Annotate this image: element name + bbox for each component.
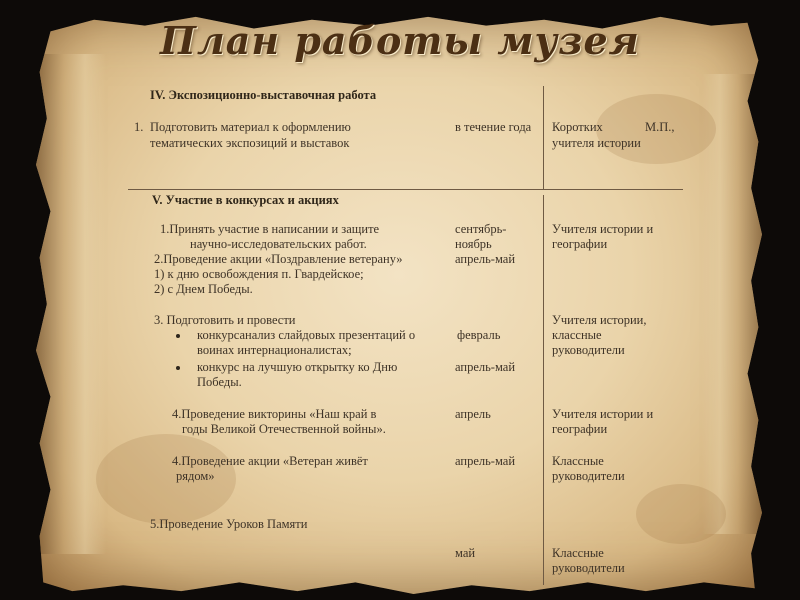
task-text: тематических экспозиций и выставок: [150, 136, 350, 150]
responsible-text: Классные: [552, 454, 604, 468]
term-text: апрель-май: [455, 252, 516, 266]
task-text: конкурсанализ слайдовых презентаций о: [197, 328, 416, 342]
row-number: 1.: [134, 120, 144, 134]
task-text: 4.Проведение викторины «Наш край в: [172, 407, 377, 421]
task-text: 1.Принять участие в написании и защите: [160, 222, 380, 236]
parchment-stain: [636, 484, 726, 544]
term-text: апрель: [455, 407, 491, 421]
task-text: 2.Проведение акции «Поздравление ветерану»: [154, 252, 403, 266]
task-text: воинах интернационалистах;: [197, 343, 352, 357]
task-text: Подготовить материал к оформлению: [150, 120, 351, 134]
bullet-icon: [176, 334, 180, 338]
responsible-text: руководители: [552, 469, 625, 483]
task-text: научно-исследовательских работ.: [190, 237, 367, 251]
term-text: февраль: [457, 328, 501, 342]
responsible-text: классные: [552, 328, 602, 342]
table-row-divider: [128, 189, 683, 190]
page-title: План работы музея: [160, 18, 640, 63]
responsible-text: Классные: [552, 546, 604, 560]
parchment-background: [36, 14, 762, 594]
task-text: годы Великой Отечественной войны».: [182, 422, 386, 436]
table-column-divider: [543, 86, 544, 190]
responsible-text: руководители: [552, 561, 625, 575]
term-text: в течение года: [455, 120, 532, 134]
term-text: апрель-май: [455, 454, 516, 468]
responsible-text: Коротких: [552, 120, 603, 134]
table-column-divider: [543, 195, 544, 585]
term-text: ноябрь: [455, 237, 492, 251]
section-heading-v: V. Участие в конкурсах и акциях: [152, 193, 339, 207]
term-text: апрель-май: [455, 360, 516, 374]
parchment-curl-right: [702, 74, 762, 534]
task-text: 4.Проведение акции «Ветеран живёт: [172, 454, 368, 468]
responsible-text: руководители: [552, 343, 625, 357]
task-text: 1) к дню освобождения п. Гвардейское;: [154, 267, 364, 281]
task-text: конкурс на лучшую открытку ко Дню: [197, 360, 398, 374]
term-text: сентябрь-: [455, 222, 507, 236]
task-text: Победы.: [197, 375, 242, 389]
parchment-stain: [96, 434, 236, 524]
term-text: май: [455, 546, 476, 560]
task-text: 2) с Днем Победы.: [154, 282, 253, 296]
responsible-text: Учителя истории,: [552, 313, 647, 327]
responsible-text: М.П.,: [645, 120, 675, 134]
responsible-text: Учителя истории и: [552, 222, 654, 236]
section-heading-iv: IV. Экспозиционно-выставочная работа: [150, 88, 377, 102]
responsible-text: географии: [552, 422, 608, 436]
task-text: 5.Проведение Уроков Памяти: [150, 517, 308, 531]
responsible-text: учителя истории: [552, 136, 641, 150]
task-text: рядом»: [176, 469, 215, 483]
responsible-text: Учителя истории и: [552, 407, 654, 421]
responsible-text: географии: [552, 237, 608, 251]
task-text: 3. Подготовить и провести: [154, 313, 296, 327]
bullet-icon: [176, 366, 180, 370]
